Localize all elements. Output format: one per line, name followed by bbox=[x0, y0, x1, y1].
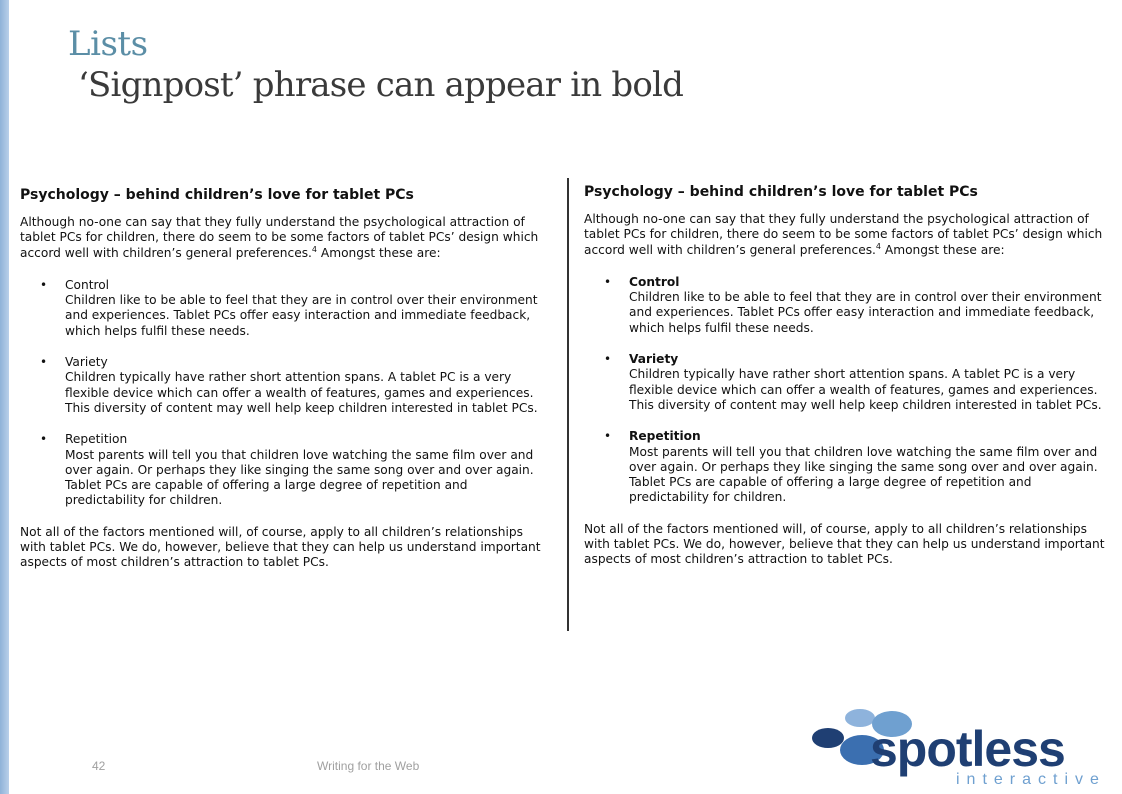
list-item bbox=[20, 278, 550, 339]
document-heading: Psychology – behind children’s love for tablet PCs bbox=[584, 184, 978, 200]
slide-subtitle: ‘Signpost’ phrase can appear in bold bbox=[78, 65, 684, 105]
bullet-icon: • bbox=[40, 277, 48, 292]
list-item bbox=[584, 275, 1114, 336]
footnote-marker: 4 bbox=[311, 244, 318, 254]
list-item bbox=[20, 355, 550, 416]
intro-text: Although no-one can say that they fully understand the psychological attraction of tablet PCs for children, there do seem to be some factors of tablet PCs’ design which accord well with children’s general preferences. bbox=[20, 215, 539, 260]
spotless-logo bbox=[806, 704, 1116, 788]
list-item bbox=[584, 429, 1114, 505]
list-item-text: Children like to be able to feel that they are in control over their environment and experiences. Tablet PCs offer easy interaction and immediate feedback, which helps fulfil these needs. bbox=[629, 290, 1102, 335]
slide-title: Lists bbox=[68, 24, 148, 64]
list-item-name-bold: Variety bbox=[629, 352, 679, 367]
list-item-text: Most parents will tell you that children love watching the same film over and over again. Or perhaps they like singing the same song over and over again. Tablet PCs are capable of offering a large degree of repetition and predictability for children. bbox=[65, 447, 534, 508]
document-closing: Not all of the factors mentioned will, of course, apply to all children’s relationships with tablet PCs. We do, however, believe that they can help us understand important aspects of most children’s attraction to tablet PCs. bbox=[584, 521, 1105, 567]
list-item-name-bold: Repetition bbox=[629, 429, 701, 444]
footer-title: Writing for the Web bbox=[317, 759, 420, 773]
document-intro bbox=[20, 215, 550, 261]
document-closing: Not all of the factors mentioned will, of course, apply to all children’s relationships with tablet PCs. We do, however, believe that they can help us understand important aspects of most children’s attraction to tablet PCs. bbox=[20, 524, 541, 570]
left-accent-bar bbox=[0, 0, 9, 794]
list-item-name: Variety bbox=[65, 355, 108, 370]
footnote-marker: 4 bbox=[875, 241, 882, 251]
intro-tail: Amongst these are: bbox=[320, 245, 441, 260]
document-example-bold bbox=[584, 183, 1114, 568]
document-example-plain bbox=[20, 186, 550, 571]
factor-list bbox=[584, 275, 1114, 506]
bullet-icon: • bbox=[604, 429, 612, 444]
intro-tail: Amongst these are: bbox=[884, 242, 1005, 257]
list-item bbox=[20, 432, 550, 508]
list-item-text: Children typically have rather short attention spans. A tablet PC is a very flexible device which can offer a wealth of features, games and experiences. This diversity of content may well help keep children interested in tablet PCs. bbox=[65, 370, 538, 415]
bullet-icon: • bbox=[604, 352, 612, 367]
list-item-text: Children like to be able to feel that they are in control over their environment and experiences. Tablet PCs offer easy interaction and immediate feedback, which helps fulfil these needs. bbox=[65, 293, 538, 338]
list-item-text: Most parents will tell you that children love watching the same film over and over again. Or perhaps they like singing the same song over and over again. Tablet PCs are capable of offering a large degree of repetition and predictability for children. bbox=[629, 444, 1098, 505]
bullet-icon: • bbox=[40, 432, 48, 447]
bullet-icon: • bbox=[604, 274, 612, 289]
list-item-name: Repetition bbox=[65, 432, 128, 447]
document-intro bbox=[584, 212, 1114, 258]
column-divider bbox=[567, 178, 569, 631]
logo-dot-icon bbox=[812, 728, 844, 748]
list-item-name: Control bbox=[65, 277, 110, 292]
intro-text: Although no-one can say that they fully understand the psychological attraction of tablet PCs for children, there do seem to be some factors of tablet PCs’ design which accord well with children’s general preferences. bbox=[584, 212, 1103, 257]
bullet-icon: • bbox=[40, 355, 48, 370]
list-item-text: Children typically have rather short attention spans. A tablet PC is a very flexible device which can offer a wealth of features, games and experiences. This diversity of content may well help keep children interested in tablet PCs. bbox=[629, 367, 1102, 412]
page-number: 42 bbox=[92, 759, 106, 773]
list-item-name-bold: Control bbox=[629, 274, 680, 289]
document-heading: Psychology – behind children’s love for tablet PCs bbox=[20, 187, 414, 203]
logo-brand-text: spotless bbox=[870, 721, 1065, 777]
logo-tagline-text: interactive bbox=[956, 771, 1106, 788]
list-item bbox=[584, 352, 1114, 413]
factor-list bbox=[20, 278, 550, 509]
